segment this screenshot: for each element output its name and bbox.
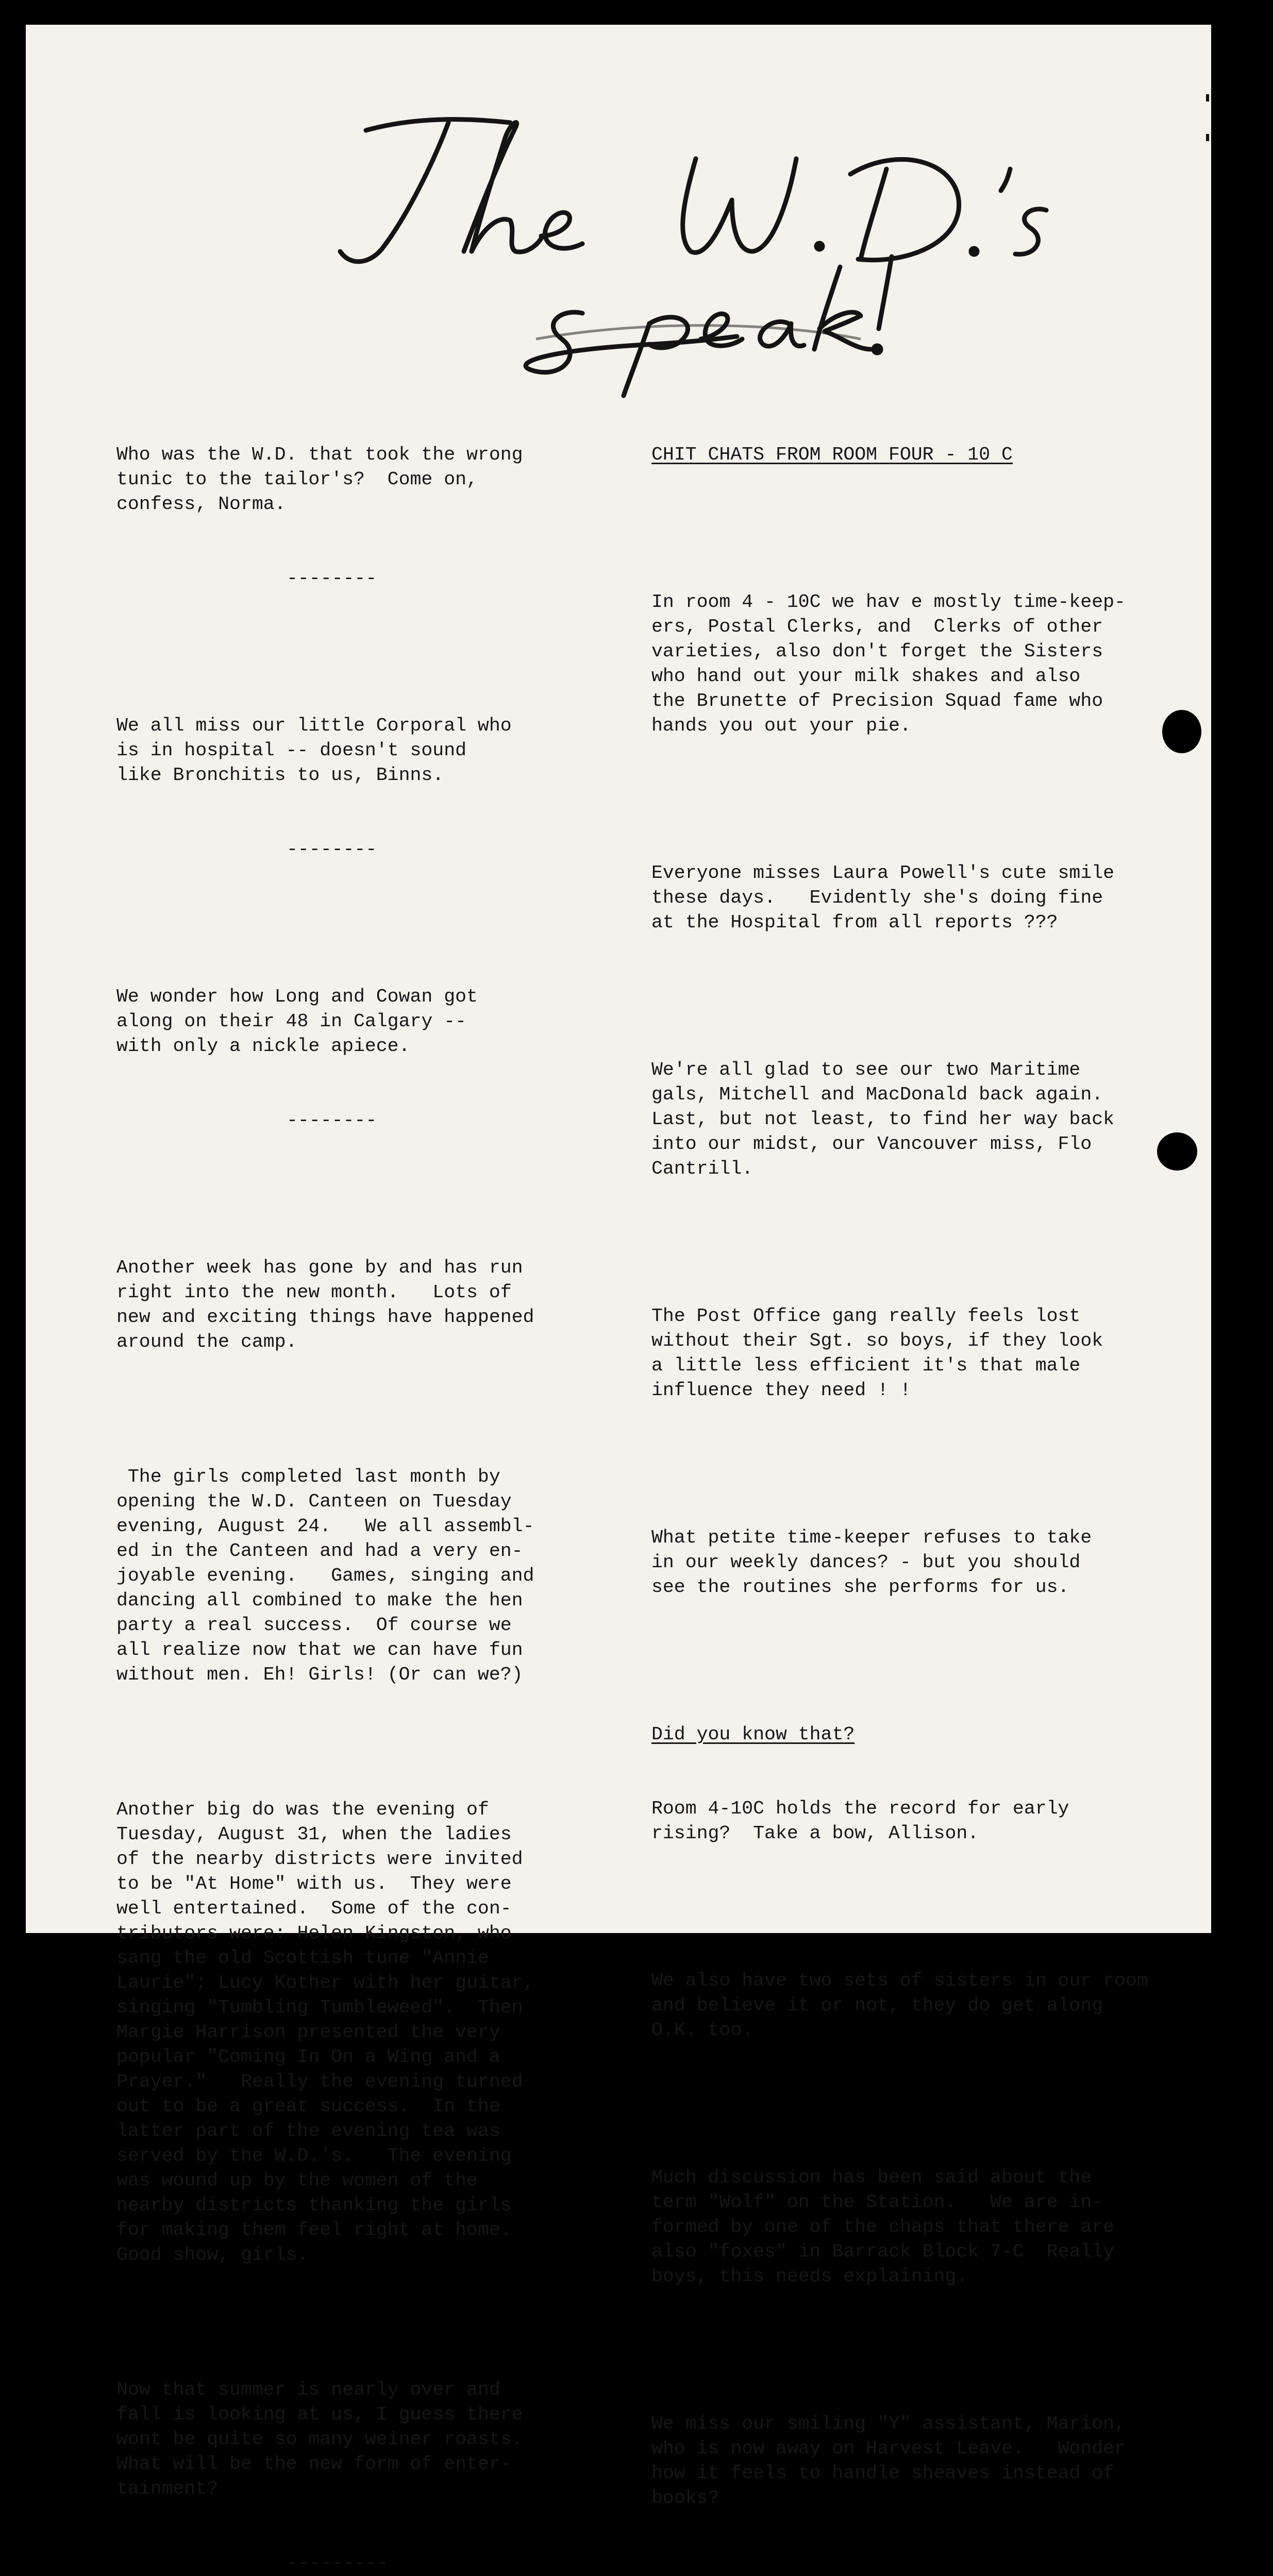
punch-hole-mark <box>1162 710 1201 753</box>
section-heading-did-you-know: Did you know that? <box>651 1724 855 1745</box>
paragraph-another-week: Another week has gone by and has run right into the new month. Lots of new and exciting things have happened around the camp. <box>116 1257 534 1352</box>
paragraph-time-keeper: What petite time-keeper refuses to take in our weekly dances? - but you should see the routines she performs for us. <box>651 1527 1092 1598</box>
paragraph-room-4: In room 4 - 10C we hav e mostly time-keep- ers, Postal Clerks, and Clerks of other varieties, also don't forget the Sisters who hand out your milk shakes and also the Brunette of Precision Squad fame who hands you out your pie. <box>651 591 1126 736</box>
margin-speck <box>1206 94 1209 101</box>
separator: -------- <box>287 839 377 860</box>
margin-speck <box>1206 134 1209 141</box>
left-column <box>116 393 637 2576</box>
paragraph-maritime-gals: We're all glad to see our two Maritime gals, Mitchell and MacDonald back again. Last, but not least, to find her way back into our midst, our Vancouver miss, Flo Cantrill. <box>651 1059 1115 1179</box>
paragraph-wolf: Much discussion has been said about the term "Wolf" on the Station. We are in- formed by one of the chaps that there are also "foxes" in Barrack Block 7-C Really boys, this needs explaining. <box>651 2167 1115 2287</box>
section-heading-chit-chats: CHIT CHATS FROM ROOM FOUR - 10 C <box>651 444 1013 465</box>
paragraph-calgary: We wonder how Long and Cowan got along on their 48 in Calgary -- with only a nickle apiece. <box>116 986 478 1057</box>
paragraph-summer: Now that summer is nearly over and fall is looking at us, I guess there wont be quite so many weiner roasts. What will be the new form of enter- tainment? <box>116 2379 523 2499</box>
document-page <box>26 25 1211 2573</box>
separator: -------- <box>287 1110 377 1131</box>
paragraph-wrong-tunic: Who was the W.D. that took the wrong tunic to the tailor's? Come on, confess, Norma. <box>116 444 523 515</box>
paragraph-post-office: The Post Office gang really feels lost without their Sgt. so boys, if they look a little less efficient it's that male influence they need ! ! <box>651 1306 1103 1401</box>
separator: --------- <box>287 2552 389 2573</box>
paragraph-corporal: We all miss our little Corporal who is in hospital -- doesn't sound like Bronchitis to us, Binns. <box>116 715 512 786</box>
punch-hole-mark <box>1157 1132 1197 1171</box>
paragraph-laura-powell: Everyone misses Laura Powell's cute smile these days. Evidently she's doing fine at the Hospital from all reports ??? <box>651 862 1115 933</box>
separator: -------- <box>287 568 377 589</box>
paragraph-early-rising: Room 4-10C holds the record for early rising? Take a bow, Allison. <box>651 1798 1069 1844</box>
right-column <box>651 393 1213 2576</box>
handwritten-title <box>294 81 1273 401</box>
paragraph-at-home: Another big do was the evening of Tuesday, August 31, when the ladies of the nearby districts were invited to be "At Home" with us. They were well entertained. Some of the con- tributors were: Helen Kingston, who sang the old Scottish tune "Annie Laurie"; Lucy Kother with her guitar, singing "Tumbling Tumbleweed". Then Margie Harrison presented the very popular "Coming In On a Wing and a Prayer." Really the evening turned out to be a great success. In the latter part of the evening tea was served by the W.D.'s. The evening was wound up by the women of the nearby districts thanking the girls for making them feel right at home. Good show, girls. <box>116 1799 534 2265</box>
paragraph-sisters: We also have two sets of sisters in our room and believe it or not, they do get along O.K. too. <box>651 1970 1148 2041</box>
paragraph-canteen: The girls completed last month by opening the W.D. Canteen on Tuesday evening, August 24. We all assembl- ed in the Canteen and had a very en- joyable evening. Games, singing and dancing all combined to make the hen party a real success. Of course we all realize now that we can have fun without men. Eh! Girls! (Or can we?) <box>116 1466 534 1685</box>
paragraph-marion: We miss our smiling "Y" assistant, Marion, who is now away on Harvest Leave. Wonder how it feels to handle sheaves instead of books? <box>651 2413 1126 2509</box>
